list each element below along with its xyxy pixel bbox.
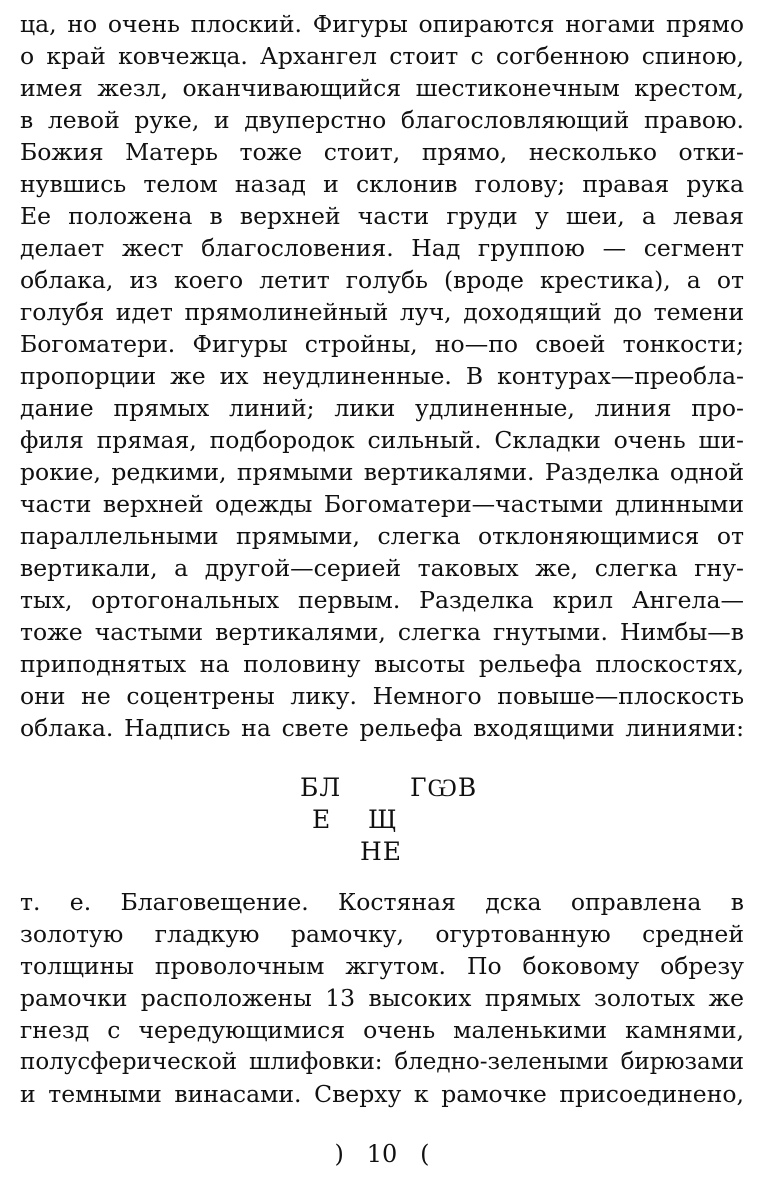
text-line: филя прямая, подбородок сильный. Складки очень ши-: [20, 426, 744, 454]
text-line: Ее положена в верхней части груди у шеи, а левая: [20, 202, 744, 230]
inscription-row-2-right: Щ: [368, 805, 398, 834]
text-line: Божия Матерь тоже стоит, прямо, несколько отки-: [20, 138, 744, 166]
text-line: приподнятых на половину высоты рельефа плоскостях,: [20, 650, 744, 678]
text-line: рокие, редкими, прямыми вертикалями. Разделка одной: [20, 458, 744, 486]
text-line: тоже частыми вертикалями, слегка гнутыми. Нимбы—в: [20, 618, 744, 646]
text-line: и темными винасами. Сверху к рамочке присоединено,: [20, 1080, 744, 1108]
text-line: о край ковчежца. Архангел стоит с согбенною спиною,: [20, 42, 744, 70]
text-line: полусферической шлифовки: бледно-зелеными бирюзами: [20, 1049, 744, 1075]
text-line: имея жезл, оканчивающийся шестиконечным крестом,: [20, 74, 744, 102]
text-line: параллельными прямыми, слегка отклоняющимися от: [20, 522, 744, 550]
text-line: рамочки расположены 13 высоких прямых золотых же: [20, 984, 744, 1012]
inscription-row-1-left: БЛ: [300, 773, 342, 802]
inscription-row-3: НЕ: [360, 837, 403, 866]
text-line: голубя идет прямолинейный луч, доходящий до темени: [20, 298, 744, 326]
text-line: они не соцентрены лику. Немного повыше—плоскость: [20, 682, 744, 710]
inscription-row-1-right: ГѠВ: [410, 773, 478, 802]
text-line: ца, но очень плоский. Фигуры опираются ногами прямо: [20, 10, 744, 38]
text-line: делает жест благословения. Над группою — сегмент: [20, 234, 744, 262]
text-line: в левой руке, и двуперстно благословляющий правою.: [20, 106, 744, 134]
text-line: вертикали, а другой—серией таковых же, слегка гну-: [20, 554, 744, 582]
inscription-row-2-left: Е: [312, 805, 332, 834]
text-line: толщины проволочным жгутом. По боковому обрезу: [20, 952, 744, 980]
text-line: пропорции же их неудлиненные. В контурах—преобла-: [20, 362, 744, 390]
text-line: дание прямых линий; лики удлиненные, линия про-: [20, 394, 744, 422]
text-line: нувшись телом назад и склонив голову; правая рука: [20, 170, 744, 198]
text-line: тых, ортогональных первым. Разделка крил Ангела—: [20, 586, 744, 614]
text-line: части верхней одежды Богоматери—частыми длинными: [20, 490, 744, 518]
text-line: облака. Надпись на свете рельефа входящими линиями:: [20, 714, 744, 742]
text-line: золотую гладкую рамочку, огуртованную средней: [20, 920, 744, 948]
text-line: гнезд с чередующимися очень маленькими камнями,: [20, 1016, 744, 1044]
text-line: облака, из коего летит голубь (вроде крестика), а от: [20, 266, 744, 294]
text-line: Богоматери. Фигуры стройны, но—по своей тонкости;: [20, 330, 744, 358]
page-number: ) 10 (: [334, 1140, 430, 1168]
text-line: т. е. Благовещение. Костяная дска оправлена в: [20, 888, 744, 916]
